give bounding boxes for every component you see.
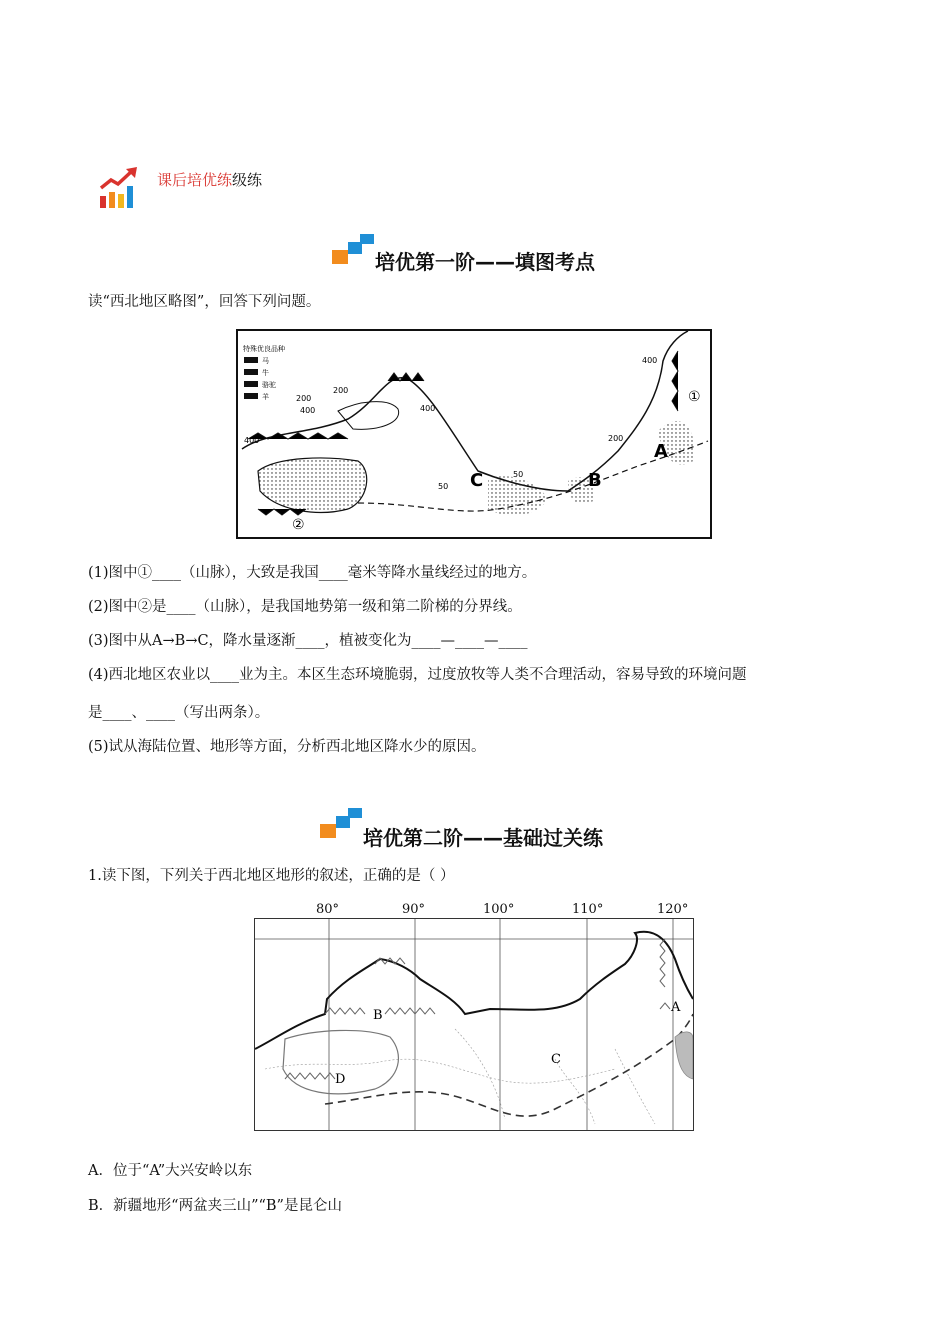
header-label: [157, 169, 262, 190]
contour-label: 200: [296, 394, 312, 403]
longitude-label: 90°: [402, 902, 426, 917]
question-5: (5)试从海陆位置、地形等方面，分析西北地区降水少的原因。: [88, 739, 486, 755]
camel-icon: [244, 381, 258, 387]
legend-item: 骆驼: [262, 381, 276, 389]
stair-icon: [332, 234, 376, 266]
map2-label-b: B: [373, 1008, 383, 1023]
map1-label-a: A: [654, 441, 668, 462]
section1-intro: 读“西北地区略图”，回答下列问题。: [88, 294, 321, 310]
question-2: (2)图中②是____（山脉），是我国地势第一级和第二阶梯的分界线。: [88, 599, 522, 615]
section1-title: 培优第一阶——填图考点: [375, 250, 595, 274]
map1-label-c: C: [470, 470, 484, 491]
map2-label-d: D: [335, 1072, 346, 1087]
cattle-icon: [244, 369, 258, 375]
northwest-map-1: [236, 329, 712, 539]
longitude-label: 120°: [657, 902, 689, 917]
map1-label-2: ②: [292, 517, 305, 533]
legend-item: 马: [262, 357, 269, 365]
section2-question: 1.读下图，下列关于西北地区地形的叙述，正确的是（ ）: [88, 868, 455, 884]
question-3: (3)图中从A→B→C，降水量逐渐____，植被变化为____—____—____: [88, 633, 528, 649]
legend-item: 羊: [262, 393, 269, 401]
contour-label: 200: [333, 386, 349, 395]
header-label-black: 级练: [232, 171, 263, 189]
stair-icon: [320, 808, 364, 840]
growth-chart-icon: [98, 166, 142, 210]
legend-item: 牛: [262, 369, 269, 377]
contour-label: 50: [438, 482, 449, 491]
sheep-icon: [244, 393, 258, 399]
contour-label: 400: [642, 356, 658, 365]
question-4-cont: 是____、____（写出两条）。: [88, 705, 270, 721]
contour-label: 400: [300, 406, 316, 415]
contour-label: 200: [608, 434, 624, 443]
map2-label-c: C: [551, 1052, 561, 1067]
option-b: B．新疆地形“两盆夹三山”“B”是昆仑山: [88, 1198, 342, 1214]
contour-label: 50: [513, 470, 524, 479]
map1-label-1: ①: [688, 389, 701, 405]
longitude-label: 100°: [483, 902, 515, 917]
question-1: (1)图中①____（山脉），大致是我国____毫米等降水量线经过的地方。: [88, 565, 537, 581]
contour-label: 400: [420, 404, 436, 413]
longitude-label: 80°: [316, 902, 340, 917]
longitude-label: 110°: [572, 902, 604, 917]
section2-title: 培优第二阶——基础过关练: [363, 826, 603, 850]
header-label-red: 课后培优练: [157, 171, 233, 189]
contour-label: 400: [244, 436, 260, 445]
horse-icon: [244, 357, 258, 363]
northwest-map-2: [254, 918, 694, 1131]
legend-title: 特殊优良品种: [243, 345, 285, 353]
option-a: A．位于“A”大兴安岭以东: [88, 1163, 253, 1179]
map2-label-a: A: [671, 1000, 681, 1015]
question-4: (4)西北地区农业以____业为主。本区生态环境脆弱，过度放牧等人类不合理活动，容易导致的环境问题: [88, 667, 747, 683]
map1-label-b: B: [588, 470, 602, 491]
